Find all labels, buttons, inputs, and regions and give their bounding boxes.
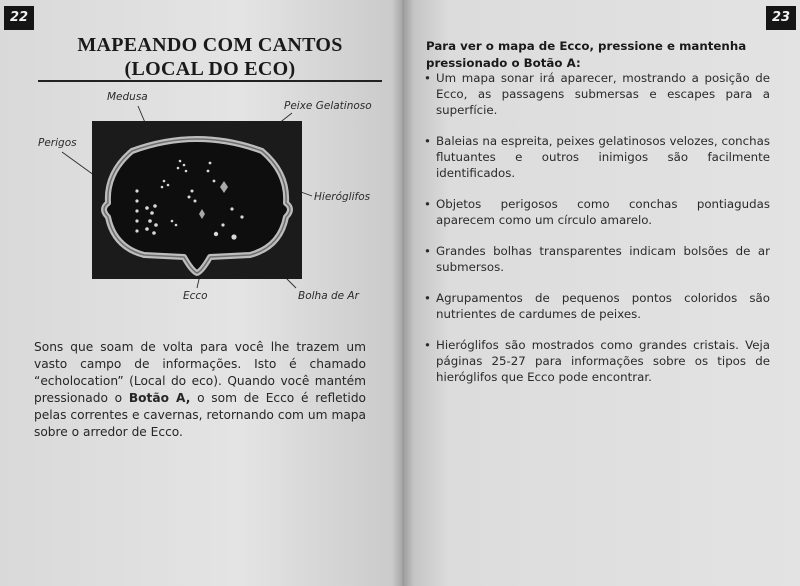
- body-paragraph: [34, 339, 366, 441]
- title-line-2: (LOCAL DO ECO): [124, 58, 296, 80]
- sonar-map-image: [92, 121, 302, 279]
- label-perigos: Perigos: [38, 137, 77, 149]
- label-hieroglifos: Hieróglifos: [314, 191, 371, 203]
- book-gutter: [392, 0, 414, 586]
- body-text-end: o som de Ecco é refletido pelas correntes e cavernas, retornando com um mapa sobre o arredor de Ecco.: [34, 391, 367, 440]
- page-title: [60, 33, 360, 81]
- list-item: • Hieróglifos são mostrados como grandes cristais. Veja páginas 25-27 para informações sobre os tipos de hieróglifos que Ecco pode encontrar.: [424, 337, 770, 385]
- body-text-bold: Botão A,: [128, 391, 191, 406]
- label-peixe-gelatinoso: Peixe Gelatinoso: [284, 100, 372, 112]
- list-item: • Um mapa sonar irá aparecer, mostrando a posição de Ecco, as passagens submersas e escapes para a superfície.: [424, 70, 770, 118]
- body-text-start: Sons que soam de volta para você lhe trazem um vasto campo de informações. Isto é chamado “echolocation” (Local do eco). Quando você mantém pressionado o: [34, 340, 366, 406]
- page-number-left: 22: [4, 6, 34, 30]
- list-item: • Baleias na espreita, peixes gelatinosos velozes, conchas flutuantes e outros inimigos são facilmente identificados.: [424, 133, 770, 181]
- list-item: • Agrupamentos de pequenos pontos coloridos são nutrientes de cardumes de peixes.: [424, 290, 770, 322]
- right-page: [402, 0, 800, 586]
- page-number-right: 23: [766, 6, 796, 30]
- label-ecco: Ecco: [183, 290, 208, 302]
- bullet-list: [424, 70, 770, 400]
- label-bolha-de-ar: Bolha de Ar: [298, 290, 359, 302]
- label-medusa: Medusa: [107, 91, 148, 103]
- list-item: • Grandes bolhas transparentes indicam bolsões de ar submersos.: [424, 243, 770, 275]
- list-item: • Objetos perigosos como conchas pontiagudas aparecem como um círculo amarelo.: [424, 196, 770, 228]
- section-heading: Para ver o mapa de Ecco, pressione e mantenha pressionado o Botão A:: [426, 39, 747, 70]
- title-underline: [38, 80, 382, 82]
- title-line-1: MAPEANDO COM CANTOS: [77, 34, 343, 56]
